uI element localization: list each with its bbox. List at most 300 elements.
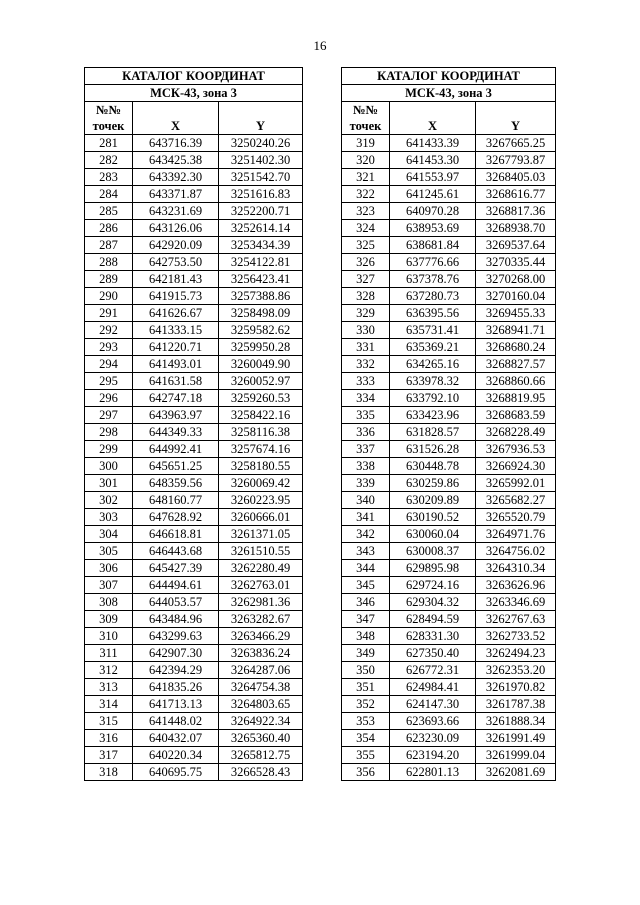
table-row [342,696,556,713]
point-number-cell: 348 [342,628,390,645]
point-number-cell: 341 [342,509,390,526]
y-coordinate-cell: 3268228.49 [476,424,556,441]
x-coordinate-cell: 630060.04 [390,526,476,543]
table-row [342,560,556,577]
point-number-cell: 291 [85,305,133,322]
x-coordinate-cell: 646443.68 [133,543,219,560]
y-coordinate-cell: 3269455.33 [476,305,556,322]
y-coordinate-cell: 3257388.86 [219,288,303,305]
x-coordinate-cell: 641333.15 [133,322,219,339]
y-coordinate-cell: 3262280.49 [219,560,303,577]
x-coordinate-cell: 633978.32 [390,373,476,390]
table-row [342,407,556,424]
y-coordinate-cell: 3266924.30 [476,458,556,475]
point-number-cell: 335 [342,407,390,424]
y-coordinate-cell: 3258498.09 [219,305,303,322]
y-coordinate-cell: 3270268.00 [476,271,556,288]
x-coordinate-cell: 623693.66 [390,713,476,730]
point-number-cell: 336 [342,424,390,441]
point-number-cell: 322 [342,186,390,203]
point-number-cell: 353 [342,713,390,730]
table-row [85,543,303,560]
point-number-cell: 350 [342,662,390,679]
y-coordinate-cell: 3261991.49 [476,730,556,747]
table-row [85,254,303,271]
coordinate-catalog-left [84,67,303,781]
y-coordinate-cell: 3268819.95 [476,390,556,407]
point-number-cell: 288 [85,254,133,271]
point-number-cell: 296 [85,390,133,407]
y-coordinate-cell: 3267936.53 [476,441,556,458]
point-number-cell: 294 [85,356,133,373]
point-number-cell: 290 [85,288,133,305]
y-coordinate-cell: 3263836.24 [219,645,303,662]
x-coordinate-cell: 643963.97 [133,407,219,424]
point-number-cell: 304 [85,526,133,543]
y-coordinate-cell: 3265682.27 [476,492,556,509]
point-number-cell: 351 [342,679,390,696]
y-coordinate-cell: 3259950.28 [219,339,303,356]
y-coordinate-cell: 3268680.24 [476,339,556,356]
y-coordinate-cell: 3262081.69 [476,764,556,781]
y-coordinate-cell: 3260666.01 [219,509,303,526]
table-row [85,611,303,628]
table-row [85,679,303,696]
x-coordinate-cell: 636395.56 [390,305,476,322]
point-number-cell: 326 [342,254,390,271]
point-number-cell: 305 [85,543,133,560]
point-number-cell: 293 [85,339,133,356]
table-row [342,577,556,594]
y-coordinate-cell: 3251402.30 [219,152,303,169]
table-row [342,135,556,152]
x-coordinate-cell: 642907.30 [133,645,219,662]
table-row [85,713,303,730]
x-coordinate-cell: 637280.73 [390,288,476,305]
x-coordinate-cell: 635369.21 [390,339,476,356]
x-coordinate-cell: 643425.38 [133,152,219,169]
x-coordinate-cell: 644053.57 [133,594,219,611]
y-coordinate-cell: 3267665.25 [476,135,556,152]
x-coordinate-cell: 641493.01 [133,356,219,373]
page-number: 16 [313,38,327,53]
y-coordinate-cell: 3263282.67 [219,611,303,628]
y-coordinate-cell: 3251542.70 [219,169,303,186]
x-coordinate-cell: 641245.61 [390,186,476,203]
point-number-cell: 311 [85,645,133,662]
x-coordinate-cell: 641835.26 [133,679,219,696]
header-x: X [390,102,476,135]
y-coordinate-cell: 3265992.01 [476,475,556,492]
table-row [342,730,556,747]
table-row [342,373,556,390]
table-row [85,764,303,781]
x-coordinate-cell: 629895.98 [390,560,476,577]
point-number-cell: 310 [85,628,133,645]
table-row [342,441,556,458]
x-coordinate-cell: 645427.39 [133,560,219,577]
x-coordinate-cell: 629304.32 [390,594,476,611]
x-coordinate-cell: 640970.28 [390,203,476,220]
x-coordinate-cell: 645651.25 [133,458,219,475]
y-coordinate-cell: 3260223.95 [219,492,303,509]
table-row [85,169,303,186]
y-coordinate-cell: 3259582.62 [219,322,303,339]
y-coordinate-cell: 3250240.26 [219,135,303,152]
x-coordinate-cell: 630448.78 [390,458,476,475]
point-number-cell: 352 [342,696,390,713]
point-number-cell: 349 [342,645,390,662]
x-coordinate-cell: 633792.10 [390,390,476,407]
point-number-cell: 343 [342,543,390,560]
point-number-cell: 330 [342,322,390,339]
point-number-cell: 315 [85,713,133,730]
coordinate-catalog-right [341,67,556,781]
table-row [342,526,556,543]
y-coordinate-cell: 3258116.38 [219,424,303,441]
y-coordinate-cell: 3265812.75 [219,747,303,764]
y-coordinate-cell: 3264310.34 [476,560,556,577]
y-coordinate-cell: 3251616.83 [219,186,303,203]
y-coordinate-cell: 3265520.79 [476,509,556,526]
table-row [85,594,303,611]
y-coordinate-cell: 3257674.16 [219,441,303,458]
x-coordinate-cell: 637378.76 [390,271,476,288]
point-number-cell: 289 [85,271,133,288]
point-number-cell: 318 [85,764,133,781]
x-coordinate-cell: 648160.77 [133,492,219,509]
point-number-cell: 286 [85,220,133,237]
y-coordinate-cell: 3252200.71 [219,203,303,220]
point-number-cell: 356 [342,764,390,781]
y-coordinate-cell: 3261510.55 [219,543,303,560]
x-coordinate-cell: 642394.29 [133,662,219,679]
header-point-number: №№ точек [342,102,390,135]
x-coordinate-cell: 643484.96 [133,611,219,628]
x-coordinate-cell: 642747.18 [133,390,219,407]
x-coordinate-cell: 641453.30 [390,152,476,169]
y-coordinate-cell: 3265360.40 [219,730,303,747]
y-coordinate-cell: 3263466.29 [219,628,303,645]
table-row [342,322,556,339]
point-number-cell: 345 [342,577,390,594]
point-number-cell: 292 [85,322,133,339]
table-row [85,373,303,390]
y-coordinate-cell: 3256423.41 [219,271,303,288]
table-row [342,628,556,645]
x-coordinate-cell: 648359.56 [133,475,219,492]
x-coordinate-cell: 630008.37 [390,543,476,560]
table-row [342,271,556,288]
x-coordinate-cell: 624984.41 [390,679,476,696]
x-coordinate-cell: 640432.07 [133,730,219,747]
table-row [85,203,303,220]
table-row [85,237,303,254]
point-number-cell: 338 [342,458,390,475]
x-coordinate-cell: 647628.92 [133,509,219,526]
x-coordinate-cell: 641915.73 [133,288,219,305]
table-row [342,611,556,628]
y-coordinate-cell: 3262733.52 [476,628,556,645]
table-row [342,169,556,186]
point-number-cell: 303 [85,509,133,526]
table-row [85,322,303,339]
table-row [342,662,556,679]
y-coordinate-cell: 3260049.90 [219,356,303,373]
point-number-cell: 331 [342,339,390,356]
table-row [342,152,556,169]
table-row [85,509,303,526]
y-coordinate-cell: 3260052.97 [219,373,303,390]
table-row [342,237,556,254]
x-coordinate-cell: 642753.50 [133,254,219,271]
table-row [85,645,303,662]
y-coordinate-cell: 3262981.36 [219,594,303,611]
y-coordinate-cell: 3264287.06 [219,662,303,679]
point-number-cell: 316 [85,730,133,747]
table-row [342,424,556,441]
table-row [85,356,303,373]
y-coordinate-cell: 3268817.36 [476,203,556,220]
x-coordinate-cell: 622801.13 [390,764,476,781]
table-row [342,543,556,560]
x-coordinate-cell: 644349.33 [133,424,219,441]
point-number-cell: 354 [342,730,390,747]
table-row [85,458,303,475]
y-coordinate-cell: 3262494.23 [476,645,556,662]
point-number-cell: 300 [85,458,133,475]
table-row [342,509,556,526]
y-coordinate-cell: 3270335.44 [476,254,556,271]
table-row [342,713,556,730]
point-number-cell: 284 [85,186,133,203]
point-number-cell: 328 [342,288,390,305]
point-number-cell: 312 [85,662,133,679]
table-row [85,492,303,509]
point-number-cell: 346 [342,594,390,611]
y-coordinate-cell: 3261970.82 [476,679,556,696]
point-number-cell: 281 [85,135,133,152]
table-row [85,662,303,679]
y-coordinate-cell: 3262763.01 [219,577,303,594]
x-coordinate-cell: 643126.06 [133,220,219,237]
table-row [342,220,556,237]
table-row [342,764,556,781]
point-number-cell: 339 [342,475,390,492]
x-coordinate-cell: 623194.20 [390,747,476,764]
table-row [85,288,303,305]
y-coordinate-cell: 3263346.69 [476,594,556,611]
x-coordinate-cell: 641220.71 [133,339,219,356]
point-number-cell: 307 [85,577,133,594]
y-coordinate-cell: 3268616.77 [476,186,556,203]
y-coordinate-cell: 3270160.04 [476,288,556,305]
y-coordinate-cell: 3268405.03 [476,169,556,186]
table-row [85,628,303,645]
point-number-cell: 306 [85,560,133,577]
x-coordinate-cell: 644494.61 [133,577,219,594]
y-coordinate-cell: 3264756.02 [476,543,556,560]
point-number-cell: 340 [342,492,390,509]
x-coordinate-cell: 641448.02 [133,713,219,730]
x-coordinate-cell: 643392.30 [133,169,219,186]
x-coordinate-cell: 626772.31 [390,662,476,679]
x-coordinate-cell: 643716.39 [133,135,219,152]
table-row [342,390,556,407]
point-number-cell: 319 [342,135,390,152]
y-coordinate-cell: 3261787.38 [476,696,556,713]
table-row [85,577,303,594]
table-row [85,730,303,747]
y-coordinate-cell: 3258422.16 [219,407,303,424]
x-coordinate-cell: 637776.66 [390,254,476,271]
table-row [85,271,303,288]
x-coordinate-cell: 628331.30 [390,628,476,645]
point-number-cell: 285 [85,203,133,220]
catalog-zone: МСК-43, зона 3 [85,85,303,102]
table-row [85,305,303,322]
point-number-cell: 321 [342,169,390,186]
point-number-cell: 287 [85,237,133,254]
x-coordinate-cell: 640695.75 [133,764,219,781]
table-row [342,288,556,305]
y-coordinate-cell: 3268827.57 [476,356,556,373]
point-number-cell: 298 [85,424,133,441]
point-number-cell: 329 [342,305,390,322]
table-row [85,560,303,577]
table-row [85,424,303,441]
x-coordinate-cell: 641631.58 [133,373,219,390]
y-coordinate-cell: 3262353.20 [476,662,556,679]
point-number-cell: 324 [342,220,390,237]
y-coordinate-cell: 3264754.38 [219,679,303,696]
table-row [342,339,556,356]
x-coordinate-cell: 630259.86 [390,475,476,492]
x-coordinate-cell: 642181.43 [133,271,219,288]
y-coordinate-cell: 3258180.55 [219,458,303,475]
point-number-cell: 302 [85,492,133,509]
y-coordinate-cell: 3267793.87 [476,152,556,169]
x-coordinate-cell: 643371.87 [133,186,219,203]
y-coordinate-cell: 3268938.70 [476,220,556,237]
point-number-cell: 344 [342,560,390,577]
y-coordinate-cell: 3259260.53 [219,390,303,407]
point-number-cell: 317 [85,747,133,764]
y-coordinate-cell: 3263626.96 [476,577,556,594]
table-row [85,407,303,424]
table-row [85,441,303,458]
y-coordinate-cell: 3252614.14 [219,220,303,237]
table-row [85,186,303,203]
point-number-cell: 332 [342,356,390,373]
x-coordinate-cell: 633423.96 [390,407,476,424]
table-row [85,696,303,713]
table-row [342,254,556,271]
x-coordinate-cell: 630209.89 [390,492,476,509]
y-coordinate-cell: 3268941.71 [476,322,556,339]
y-coordinate-cell: 3262767.63 [476,611,556,628]
y-coordinate-cell: 3254122.81 [219,254,303,271]
x-coordinate-cell: 627350.40 [390,645,476,662]
x-coordinate-cell: 638681.84 [390,237,476,254]
y-coordinate-cell: 3260069.42 [219,475,303,492]
x-coordinate-cell: 631828.57 [390,424,476,441]
point-number-cell: 283 [85,169,133,186]
y-coordinate-cell: 3268860.66 [476,373,556,390]
point-number-cell: 309 [85,611,133,628]
point-number-cell: 301 [85,475,133,492]
y-coordinate-cell: 3261371.05 [219,526,303,543]
header-y: Y [476,102,556,135]
y-coordinate-cell: 3261888.34 [476,713,556,730]
y-coordinate-cell: 3264803.65 [219,696,303,713]
point-number-cell: 314 [85,696,133,713]
table-row [342,747,556,764]
point-number-cell: 282 [85,152,133,169]
point-number-cell: 313 [85,679,133,696]
x-coordinate-cell: 638953.69 [390,220,476,237]
table-row [342,475,556,492]
x-coordinate-cell: 630190.52 [390,509,476,526]
catalog-title: КАТАЛОГ КООРДИНАТ [342,68,556,85]
table-row [342,492,556,509]
table-row [342,203,556,220]
header-y: Y [219,102,303,135]
y-coordinate-cell: 3268683.59 [476,407,556,424]
x-coordinate-cell: 624147.30 [390,696,476,713]
point-number-cell: 308 [85,594,133,611]
point-number-cell: 323 [342,203,390,220]
x-coordinate-cell: 635731.41 [390,322,476,339]
y-coordinate-cell: 3264971.76 [476,526,556,543]
table-row [85,135,303,152]
x-coordinate-cell: 634265.16 [390,356,476,373]
x-coordinate-cell: 646618.81 [133,526,219,543]
table-row [342,305,556,322]
x-coordinate-cell: 643231.69 [133,203,219,220]
table-row [342,186,556,203]
point-number-cell: 337 [342,441,390,458]
table-row [85,152,303,169]
y-coordinate-cell: 3269537.64 [476,237,556,254]
x-coordinate-cell: 640220.34 [133,747,219,764]
point-number-cell: 347 [342,611,390,628]
point-number-cell: 334 [342,390,390,407]
x-coordinate-cell: 641553.97 [390,169,476,186]
table-row [85,339,303,356]
point-number-cell: 327 [342,271,390,288]
point-number-cell: 333 [342,373,390,390]
y-coordinate-cell: 3266528.43 [219,764,303,781]
y-coordinate-cell: 3261999.04 [476,747,556,764]
x-coordinate-cell: 644992.41 [133,441,219,458]
point-number-cell: 295 [85,373,133,390]
x-coordinate-cell: 641626.67 [133,305,219,322]
y-coordinate-cell: 3253434.39 [219,237,303,254]
point-number-cell: 325 [342,237,390,254]
x-coordinate-cell: 643299.63 [133,628,219,645]
point-number-cell: 320 [342,152,390,169]
y-coordinate-cell: 3264922.34 [219,713,303,730]
x-coordinate-cell: 628494.59 [390,611,476,628]
table-row [85,747,303,764]
header-x: X [133,102,219,135]
catalog-title: КАТАЛОГ КООРДИНАТ [85,68,303,85]
table-row [85,220,303,237]
x-coordinate-cell: 631526.28 [390,441,476,458]
table-row [85,526,303,543]
table-row [342,645,556,662]
